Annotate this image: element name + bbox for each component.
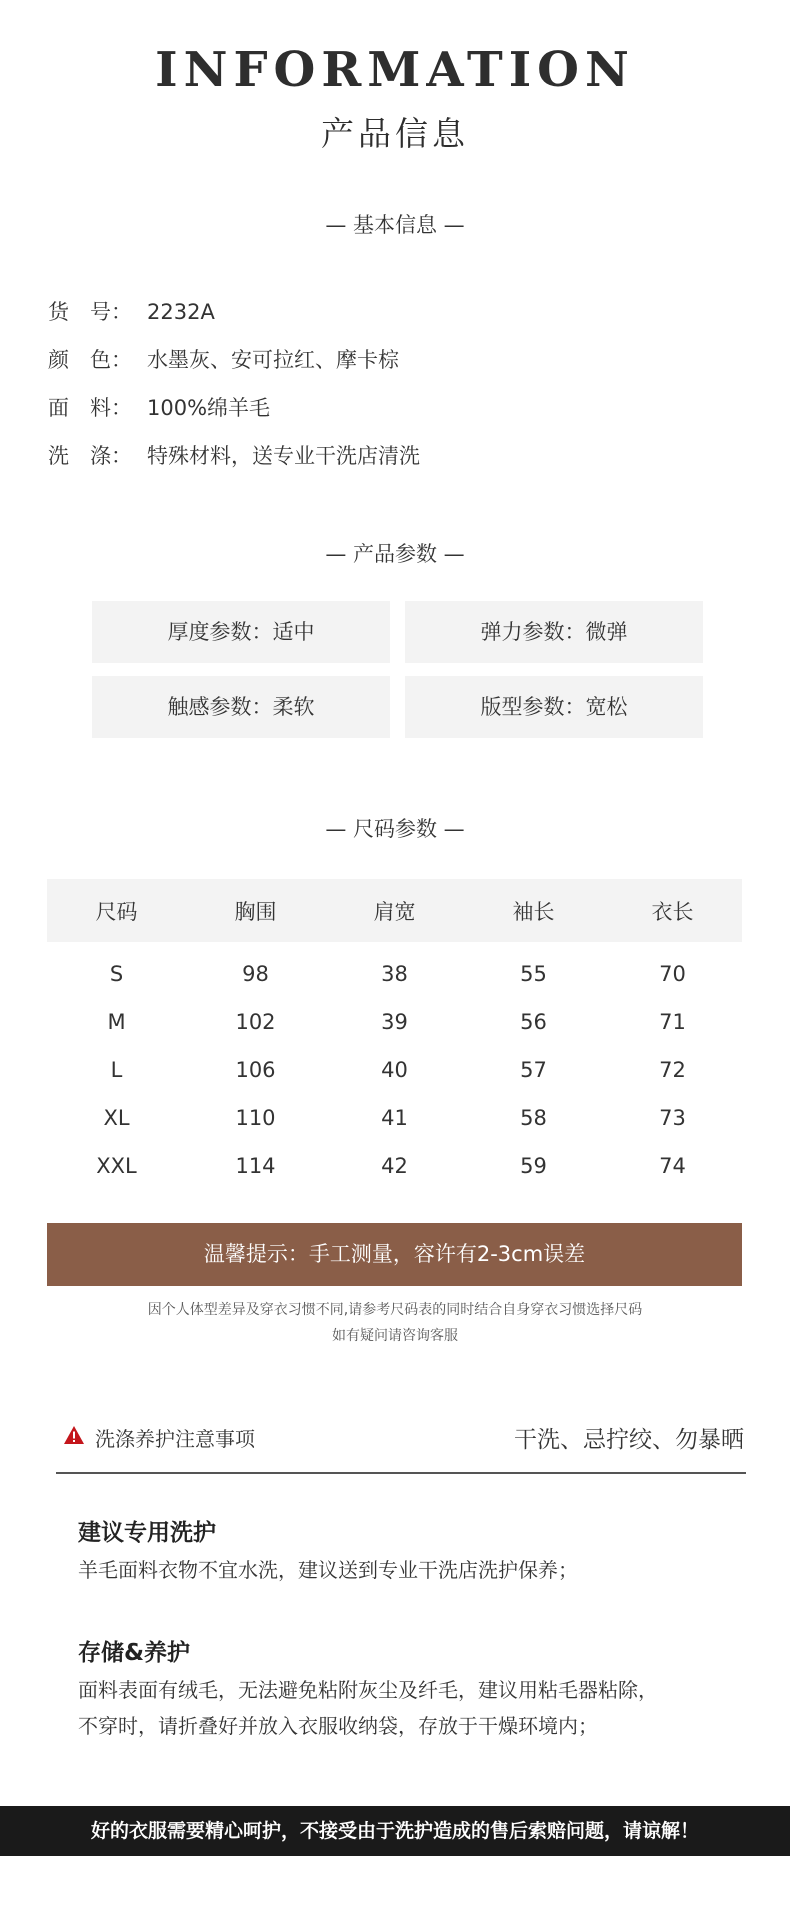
section-title-params: — 产品参数 — [325,542,465,566]
basic-row-item-no [48,296,215,326]
table-cell: XL [103,1106,130,1130]
table-cell: 56 [520,1010,547,1034]
table-row [47,1046,742,1094]
care-heading [63,1423,255,1452]
table-cell: 106 [235,1058,276,1082]
basic-label: 洗 涤： [48,444,132,468]
section-title-sizes: — 尺码参数 — [325,817,465,841]
divider [56,1472,746,1474]
care-section-text: 羊毛面料衣物不宜水洗，建议送到专业干洗店洗护保养； [78,1558,578,1582]
table-cell: 74 [659,1154,686,1178]
basic-value: 特殊材料，送专业干洗店清洗 [147,444,420,468]
table-cell: 71 [659,1010,686,1034]
basic-row-fabric [48,392,270,422]
basic-value: 100%绵羊毛 [147,396,271,420]
header-cell: 胸围 [234,899,277,924]
care-section-title: 存储&养护 [78,1640,191,1666]
page-title-en: INFORMATION [155,42,635,98]
table-cell: 70 [659,962,686,986]
table-row [47,950,742,998]
header-cell: 衣长 [651,899,694,924]
table-cell: XXL [96,1154,137,1178]
table-cell: 72 [659,1058,686,1082]
size-note: 因个人体型差异及穿衣习惯不同,请参考尺码表的同时结合自身穿衣习惯选择尺码 [147,1302,643,1318]
param-thickness: 厚度参数：适中 [92,601,390,663]
care-section-title: 建议专用洗护 [78,1520,216,1546]
param-fit: 版型参数：宽松 [405,676,703,738]
table-cell: 58 [520,1106,547,1130]
table-cell: 73 [659,1106,686,1130]
section-title-basic: — 基本信息 — [325,213,465,237]
table-cell: 38 [381,962,408,986]
basic-row-wash [48,440,420,470]
table-cell: 55 [520,962,547,986]
table-row [47,998,742,1046]
param-elasticity: 弹力参数：微弹 [405,601,703,663]
contact-note: 如有疑问请咨询客服 [332,1328,458,1344]
warning-triangle-icon [63,1425,85,1450]
size-table [47,879,742,1190]
basic-row-color [48,344,399,374]
care-heading-text: 洗涤养护注意事项 [95,1427,255,1451]
table-cell: L [110,1058,123,1082]
footer-notice: 好的衣服需要精心呵护，不接受由于洗护造成的售后索赔问题，请谅解！ [0,1806,790,1856]
basic-label: 面 料： [48,396,132,420]
table-cell: 42 [381,1154,408,1178]
table-cell: 102 [235,1010,276,1034]
size-table-header [47,879,742,942]
table-cell: 39 [381,1010,408,1034]
table-row [47,1142,742,1190]
basic-value: 2232A [147,300,215,324]
header-cell: 肩宽 [373,899,416,924]
table-cell: 57 [520,1058,547,1082]
table-cell: 59 [520,1154,547,1178]
basic-value: 水墨灰、安可拉红、摩卡棕 [147,348,399,372]
table-cell: M [107,1010,126,1034]
basic-label: 货 号： [48,300,132,324]
page-title-cn: 产品信息 [321,114,469,153]
care-section-text: 不穿时，请折叠好并放入衣服收纳袋，存放于干燥环境内； [78,1714,598,1738]
table-cell: 40 [381,1058,408,1082]
header-cell: 袖长 [512,899,555,924]
table-cell: 41 [381,1106,408,1130]
table-cell: 98 [242,962,269,986]
table-row [47,1094,742,1142]
table-cell: 114 [235,1154,276,1178]
care-summary: 干洗、忌拧绞、勿暴晒 [514,1427,744,1453]
table-cell: S [109,962,124,986]
measurement-tip-bar: 温馨提示：手工测量，容许有2-3cm误差 [47,1223,742,1286]
basic-label: 颜 色： [48,348,132,372]
param-touch: 触感参数：柔软 [92,676,390,738]
table-cell: 110 [235,1106,276,1130]
header-cell: 尺码 [95,899,138,924]
care-section-text: 面料表面有绒毛，无法避免粘附灰尘及纤毛，建议用粘毛器粘除， [78,1678,658,1702]
